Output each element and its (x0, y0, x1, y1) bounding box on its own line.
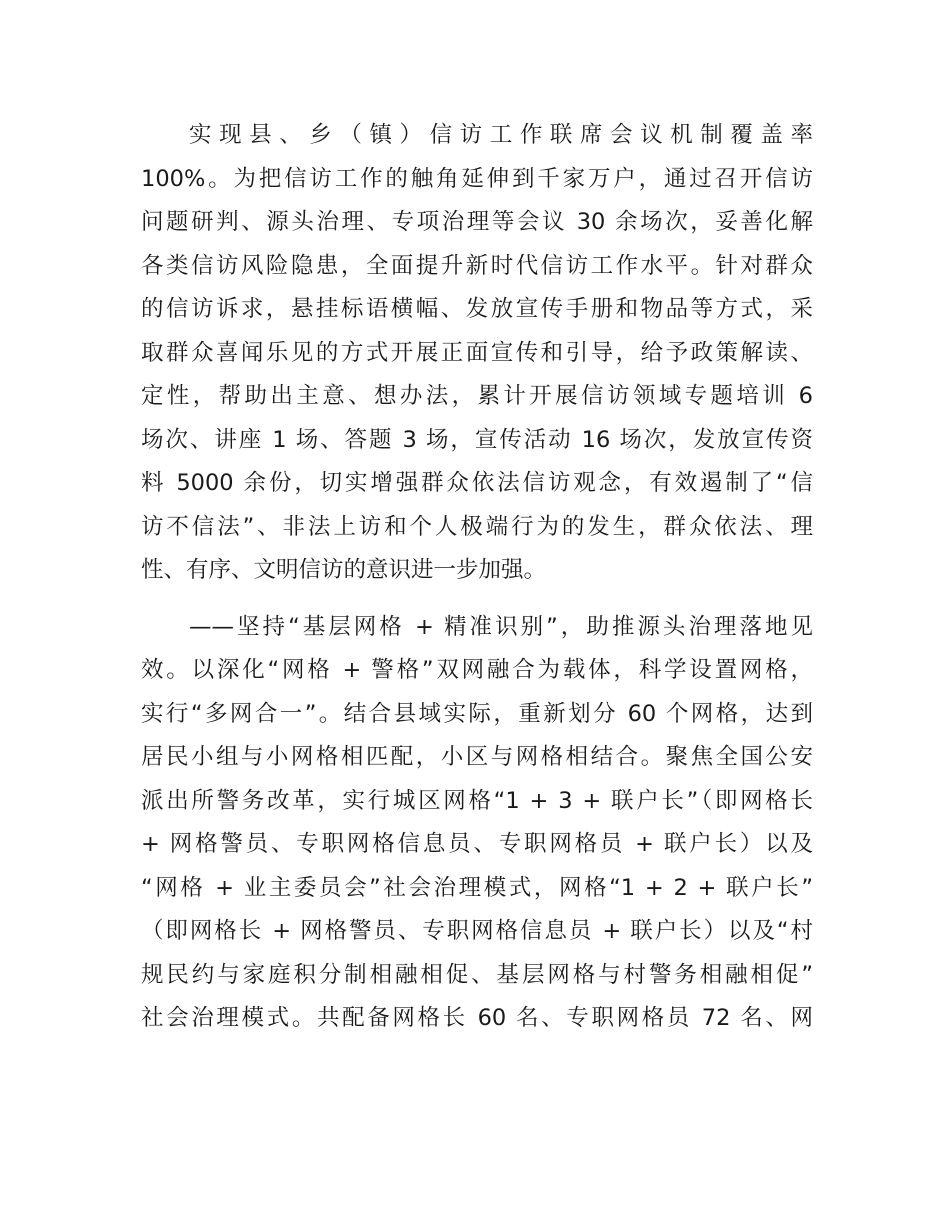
paragraph-2-line-3: 实行“多网合一”。结合县域实际，重新划分 60 个网格，达到 (141, 701, 813, 727)
paragraph-1-line-4: 各类信访风险隐患，全面提升新时代信访工作水平。针对群众 (141, 253, 813, 279)
paragraph-1-line-9: 料 5000 余份，切实增强群众依法信访观念，有效遏制了“信 (141, 470, 813, 496)
paragraph-2-line-10: 社会治理模式。共配备网格长 60 名、专职网格员 72 名、网 (141, 1005, 813, 1031)
paragraph-1-line-5: 的信访诉求，悬挂标语横幅、发放宣传手册和物品等方式，采 (141, 296, 813, 322)
paragraph-1-line-2: 100%。为把信访工作的触角延伸到千家万户，通过召开信访 (141, 166, 813, 192)
paragraph-1-line-3: 问题研判、源头治理、专项治理等会议 30 余场次，妥善化解 (141, 209, 813, 235)
paragraph-2-line-4: 居民小组与小网格相匹配，小区与网格相结合。聚焦全国公安 (141, 744, 813, 770)
paragraph-2-line-5: 派出所警务改革，实行城区网格“1 + 3 + 联户长”（即网格长 (141, 788, 813, 814)
paragraph-2-line-2: 效。以深化“网格 + 警格”双网融合为载体，科学设置网格， (141, 657, 813, 683)
paragraph-1-line-7: 定性，帮助出主意、想办法，累计开展信访领域专题培训 6 (141, 383, 813, 409)
paragraph-1-line-6: 取群众喜闻乐见的方式开展正面宣传和引导，给予政策解读、 (141, 340, 813, 366)
paragraph-2-line-6: + 网格警员、专职网格信息员、专职网格员 + 联户长）以及 (141, 831, 813, 857)
paragraph-1-line-8: 场次、讲座 1 场、答题 3 场，宣传活动 16 场次，发放宣传资 (141, 427, 813, 453)
paragraph-1-line-11: 性、有序、文明信访的意识进一步加强。 (141, 557, 547, 583)
paragraph-1-line-10: 访不信法”、非法上访和个人极端行为的发生，群众依法、理 (141, 514, 813, 540)
paragraph-1-line-1: 实现县、乡（镇）信访工作联席会议机制覆盖率 (189, 122, 813, 148)
paragraph-2-line-9: 规民约与家庭积分制相融相促、基层网格与村警务相融相促” (141, 962, 813, 988)
paragraph-2-line-1: ——坚持“基层网格 + 精准识别”，助推源头治理落地见 (189, 614, 813, 640)
paragraph-2-line-8: （即网格长 + 网格警员、专职网格信息员 + 联户长）以及“村 (141, 918, 813, 944)
paragraph-2-line-7: “网格 + 业主委员会”社会治理模式，网格“1 + 2 + 联户长” (141, 875, 813, 901)
